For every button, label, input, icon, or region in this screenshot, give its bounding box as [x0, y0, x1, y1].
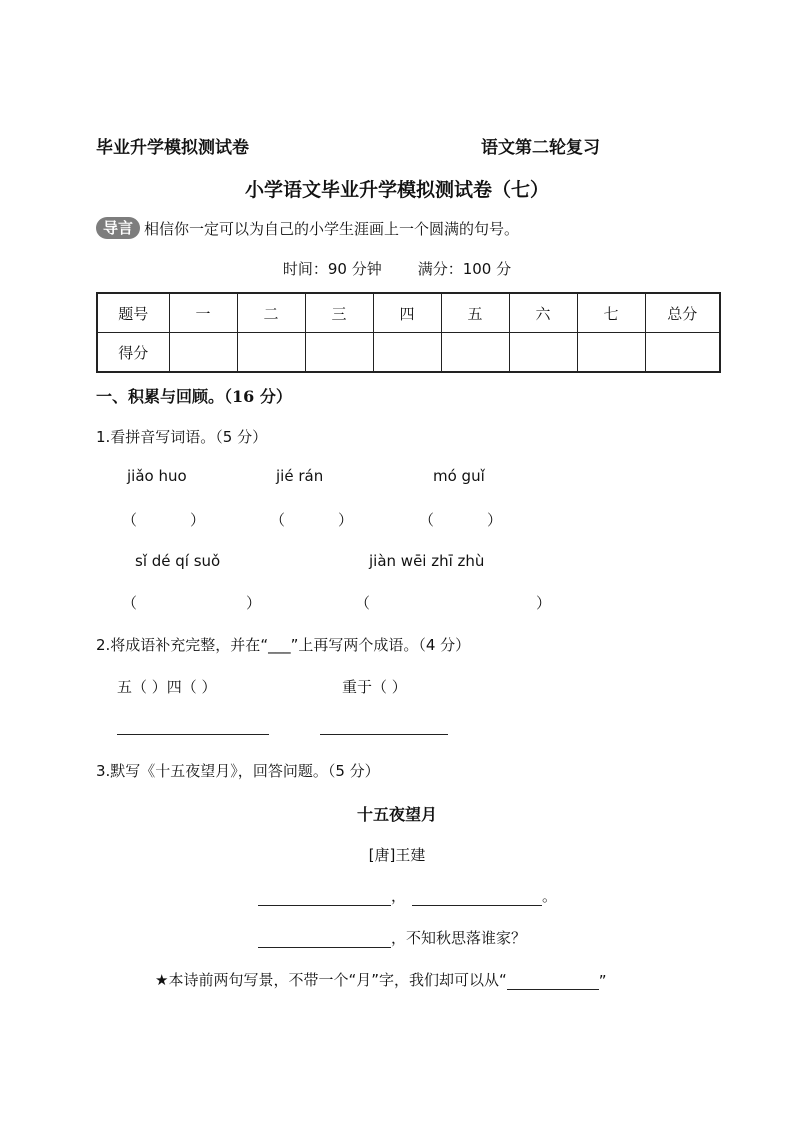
score-table-header: 三 — [305, 293, 373, 333]
score-row-label: 得分 — [97, 333, 169, 373]
answer-blank-3-close: ） — [487, 511, 503, 529]
idiom-1: 五（ ）四（ ） — [117, 678, 217, 696]
score-table — [96, 292, 721, 373]
poem-line-2 — [258, 927, 526, 948]
poem-blank-2[interactable] — [412, 891, 542, 906]
intro — [96, 217, 519, 239]
answer-blank-2-open[interactable]: （ — [270, 511, 286, 529]
score-table-header: 题号 — [97, 293, 169, 333]
poem-period: 。 — [542, 887, 558, 905]
poem-line-2-text: ，不知秋思落谁家？ — [391, 929, 527, 947]
idiom-answer-line-2[interactable] — [320, 720, 448, 735]
question-1-title: 1.看拼音写词语。（5 分） — [96, 428, 268, 446]
answer-blank-4-open[interactable]: （ — [122, 594, 138, 612]
answer-blank-4-close: ） — [246, 594, 262, 612]
score-cell[interactable] — [645, 333, 720, 373]
score-table-header: 四 — [373, 293, 441, 333]
poem-line-1 — [258, 885, 557, 906]
pinyin-1: jiǎo huo — [127, 467, 187, 485]
idiom-2: 重于（ ） — [342, 678, 407, 696]
question-3-title: 3.默写《十五夜望月》，回答问题。（5 分） — [96, 762, 380, 780]
intro-badge: 导言 — [96, 217, 140, 239]
answer-blank-1-close: ） — [190, 511, 206, 529]
question-2-title: 2.将成语补充完整，并在“___”上再写两个成语。（4 分） — [96, 636, 471, 654]
pinyin-2: jié rán — [276, 467, 324, 485]
answer-blank-5-close: ） — [536, 594, 552, 612]
poem-question-blank[interactable] — [507, 975, 599, 990]
score-cell[interactable] — [237, 333, 305, 373]
poem-author: [唐]王建 — [368, 846, 426, 864]
answer-blank-1-open[interactable]: （ — [122, 511, 138, 529]
exam-full-score: 满分：100 分 — [417, 260, 512, 278]
intro-text: 相信你一定可以为自己的小学生涯画上一个圆满的句号。 — [144, 219, 520, 238]
score-cell[interactable] — [509, 333, 577, 373]
header-left: 毕业升学模拟测试卷 — [96, 138, 249, 158]
score-table-header: 六 — [509, 293, 577, 333]
poem-blank-3[interactable] — [258, 933, 391, 948]
score-cell[interactable] — [441, 333, 509, 373]
score-table-header: 五 — [441, 293, 509, 333]
score-table-header: 总分 — [645, 293, 720, 333]
page-title: 小学语文毕业升学模拟测试卷（七） — [244, 179, 549, 201]
score-table-header: 七 — [577, 293, 645, 333]
score-cell[interactable] — [169, 333, 237, 373]
poem-title: 十五夜望月 — [356, 805, 437, 824]
poem-blank-1[interactable] — [258, 891, 391, 906]
poem-question — [155, 969, 607, 990]
score-table-score-row — [97, 333, 720, 373]
exam-time: 时间：90 分钟 — [282, 260, 382, 278]
score-table-header-row — [97, 293, 720, 333]
idiom-answer-line-1[interactable] — [117, 720, 269, 735]
pinyin-5: jiàn wēi zhī zhù — [369, 552, 485, 570]
score-table-header: 二 — [237, 293, 305, 333]
exam-info — [0, 258, 794, 279]
section-title: 一、积累与回顾。（16 分） — [96, 387, 292, 406]
score-cell[interactable] — [373, 333, 441, 373]
poem-comma: ， — [391, 887, 407, 905]
answer-blank-5-open[interactable]: （ — [355, 594, 371, 612]
poem-question-quote-close: ” — [598, 972, 607, 990]
score-cell[interactable] — [577, 333, 645, 373]
poem-question-text: ★本诗前两句写景，不带一个“月”字，我们却可以从“ — [155, 971, 507, 989]
score-table-header: 一 — [169, 293, 237, 333]
answer-blank-2-close: ） — [338, 511, 354, 529]
score-cell[interactable] — [305, 333, 373, 373]
pinyin-3: mó guǐ — [433, 467, 485, 485]
header-right: 语文第二轮复习 — [481, 138, 600, 158]
pinyin-4: sǐ dé qí suǒ — [135, 552, 221, 570]
answer-blank-3-open[interactable]: （ — [419, 511, 435, 529]
